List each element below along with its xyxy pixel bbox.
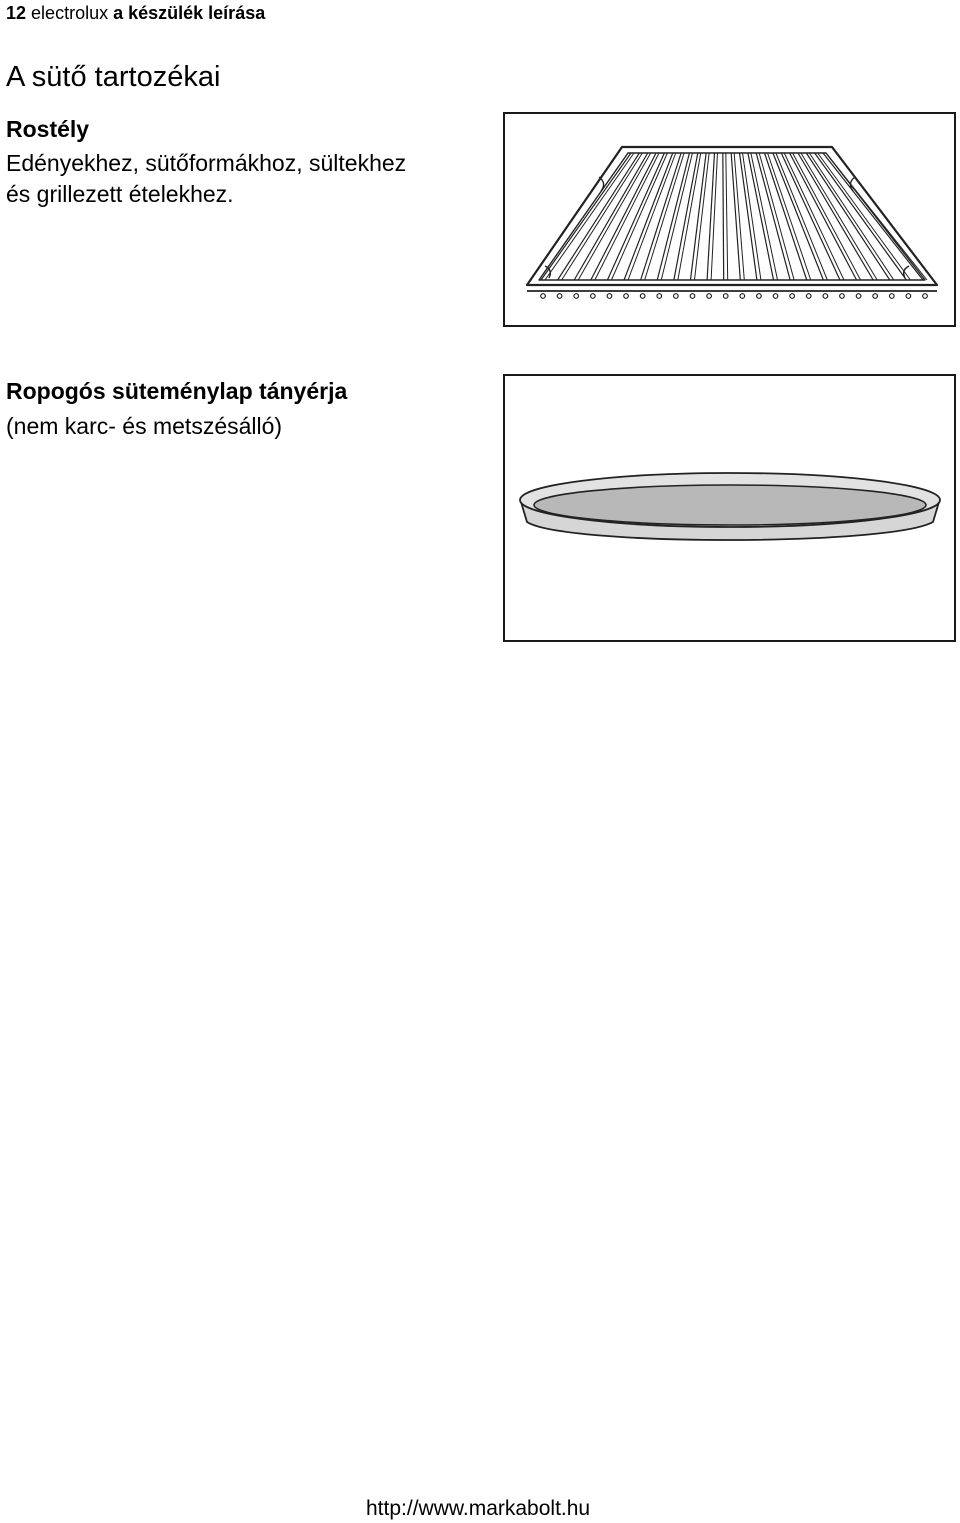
rack-bar: [690, 153, 706, 280]
rack-bar-edge: [694, 153, 709, 280]
rack-bar: [607, 153, 664, 280]
tray-figure: [503, 374, 956, 642]
rack-foot: [541, 294, 546, 299]
page-title: A sütő tartozékai: [6, 61, 221, 93]
rack-foot: [707, 294, 712, 299]
pizza-tray-illustration: [505, 376, 954, 640]
footer-url: http://www.markabolt.hu: [366, 1497, 591, 1520]
rack-bar: [707, 153, 714, 280]
rack-description-line-1: Edényekhez, sütőformákhoz, sültekhez: [6, 150, 407, 176]
rack-bar: [790, 153, 857, 280]
rack-bar: [815, 153, 907, 280]
rack-bar-edge: [726, 153, 728, 280]
section-title: a készülék leírása: [113, 3, 266, 23]
rack-description-line-2: és grillezett ételekhez.: [6, 181, 234, 207]
rack-bar: [657, 153, 689, 280]
rack-bar-edge: [628, 153, 676, 280]
rack-bar: [541, 153, 631, 280]
rack-foot: [690, 294, 695, 299]
rack-foot: [906, 294, 911, 299]
rack-foot: [790, 294, 795, 299]
rack-foot: [657, 294, 662, 299]
tray-description-line-1: (nem karc- és metszésálló): [6, 413, 283, 439]
rack-foot: [823, 294, 828, 299]
rack-figure: [503, 112, 956, 327]
rack-foot: [889, 294, 894, 299]
rack-foot: [873, 294, 878, 299]
rack-bar: [740, 153, 757, 280]
tray-heading: Ropogós süteménylap tányérja: [6, 378, 348, 404]
rack-foot: [607, 294, 612, 299]
rack-foot: [806, 294, 811, 299]
rack-bar-edge: [645, 153, 684, 280]
rack-foot: [591, 294, 596, 299]
rack-foot: [574, 294, 579, 299]
rack-foot: [557, 294, 562, 299]
rack-bar: [723, 153, 724, 280]
brand-name: electrolux: [31, 3, 109, 23]
rack-foot: [640, 294, 645, 299]
rack-bar-edge: [826, 153, 927, 280]
wire-rack-illustration: [505, 114, 954, 325]
rack-foot: [773, 294, 778, 299]
rack-bar-edge: [711, 153, 717, 280]
rack-bar-edge: [776, 153, 827, 280]
rack-heading: Rostély: [6, 116, 90, 142]
rack-foot: [624, 294, 629, 299]
rack-foot: [740, 294, 745, 299]
rack-foot: [674, 294, 679, 299]
rack-bar: [806, 153, 889, 280]
rack-foot: [757, 294, 762, 299]
rack-bar-edge: [678, 153, 701, 280]
rack-bar: [798, 153, 873, 280]
rack-bar: [823, 153, 923, 280]
rack-bar: [773, 153, 823, 280]
rack-bar: [674, 153, 698, 280]
page-header: [6, 2, 265, 24]
rack-foot: [723, 294, 728, 299]
rack-foot: [856, 294, 861, 299]
rack-foot: [923, 294, 928, 299]
rack-bar: [574, 153, 647, 280]
rack-bar-edge: [801, 153, 877, 280]
rack-foot: [840, 294, 845, 299]
page-number: 12: [6, 3, 27, 23]
